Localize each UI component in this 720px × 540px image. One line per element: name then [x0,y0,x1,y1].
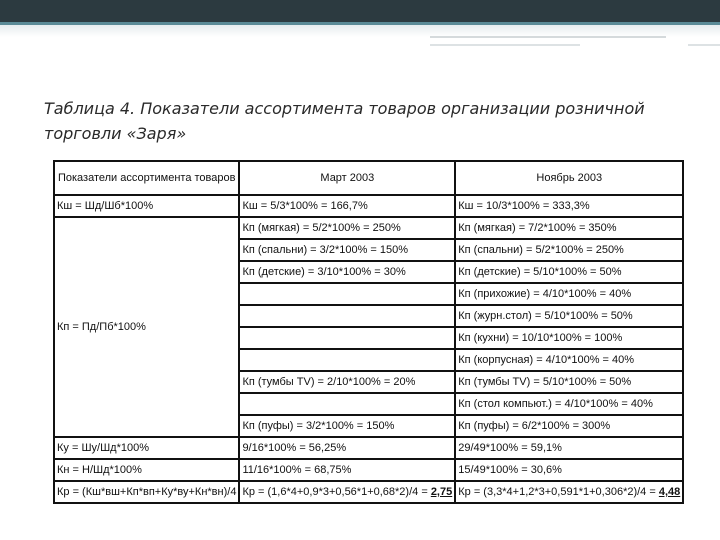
table-row [54,437,683,459]
decorative-line [688,44,720,46]
table-row [54,459,683,481]
march-cell [239,393,455,415]
november-cell: Кп (мягкая) = 7/2*100% = 350% [455,217,683,239]
november-cell: Кш = 10/3*100% = 333,3% [455,195,683,217]
november-cell: Кп (прихожие) = 4/10*100% = 40% [455,283,683,305]
indicator-cell: Кн = Н/Шд*100% [54,459,239,481]
november-cell: Кп (пуфы) = 6/2*100% = 300% [455,415,683,437]
indicator-cell: Кр = (Кш*вш+Кп*вп+Ку*ву+Кн*вн)/4 [54,481,239,503]
column-header-indicators: Показатели ассортимента товаров [54,161,239,195]
indicator-cell: Кш = Шд/Шб*100% [54,195,239,217]
november-kr-formula: Кр = (3,3*4+1,2*3+0,591*1+0,306*2)/4 = [458,486,659,498]
march-cell [239,283,455,305]
november-cell: Кп (детские) = 5/10*100% = 50% [455,261,683,283]
march-cell: Кп (пуфы) = 3/2*100% = 150% [239,415,455,437]
november-cell: Кп (стол компьют.) = 4/10*100% = 40% [455,393,683,415]
march-cell [239,305,455,327]
indicator-cell-kp: Кп = Пд/Пб*100% [54,217,239,437]
march-cell: 11/16*100% = 68,75% [239,459,455,481]
table-row [54,217,683,239]
column-header-november: Ноябрь 2003 [455,161,683,195]
march-cell: Кп (мягкая) = 5/2*100% = 250% [239,217,455,239]
november-cell: Кп (корпусная) = 4/10*100% = 40% [455,349,683,371]
november-cell: Кп (тумбы TV) = 5/10*100% = 50% [455,371,683,393]
table-row [54,195,683,217]
march-cell: Кп (тумбы TV) = 2/10*100% = 20% [239,371,455,393]
table-row [54,481,683,503]
november-cell: Кп (журн.стол) = 5/10*100% = 50% [455,305,683,327]
decorative-line [430,44,580,46]
march-kr-total: 2,75 [430,486,453,498]
indicator-cell: Ку = Шу/Шд*100% [54,437,239,459]
november-cell [455,481,683,503]
november-cell: Кп (кухни) = 10/10*100% = 100% [455,327,683,349]
column-header-march: Март 2003 [239,161,455,195]
march-cell: 9/16*100% = 56,25% [239,437,455,459]
march-kr-formula: Кр = (1,6*4+0,9*3+0,56*1+0,68*2)/4 = [242,486,431,498]
november-kr-total: 4,48 [658,486,681,498]
march-cell [239,349,455,371]
assortment-table [53,160,684,504]
november-cell: 15/49*100% = 30,6% [455,459,683,481]
november-cell: Кп (спальни) = 5/2*100% = 250% [455,239,683,261]
decorative-line [430,36,666,38]
november-cell: 29/49*100% = 59,1% [455,437,683,459]
slide-title: Таблица 4. Показатели ассортимента товаров организации розничной торговли «Заря» [44,99,645,143]
march-cell: Кп (спальни) = 3/2*100% = 150% [239,239,455,261]
march-cell [239,481,455,503]
march-cell [239,327,455,349]
top-decorative-band [0,0,720,22]
march-cell: Кп (детские) = 3/10*100% = 30% [239,261,455,283]
table-header-row [54,161,683,195]
march-cell: Кш = 5/3*100% = 166,7% [239,195,455,217]
